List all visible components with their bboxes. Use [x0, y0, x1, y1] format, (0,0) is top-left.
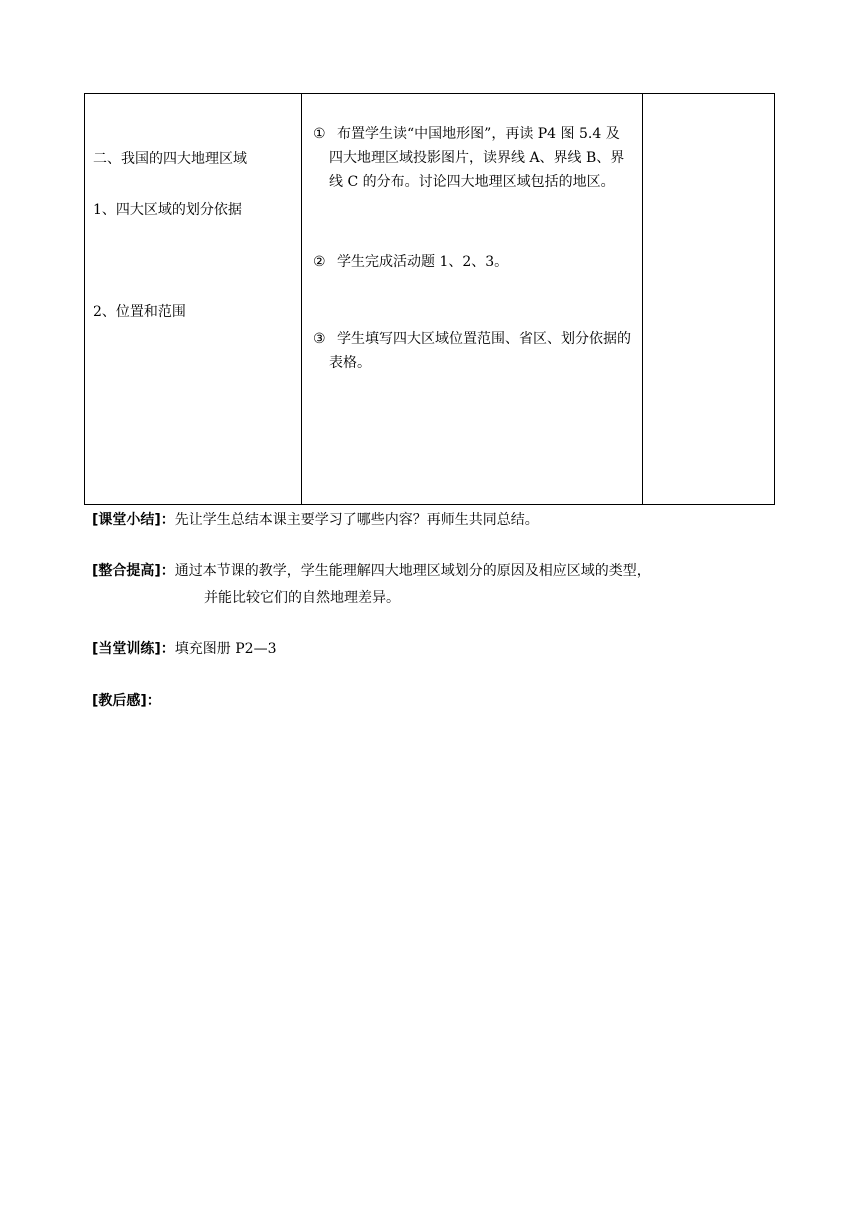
activity-item-3	[313, 327, 633, 375]
reflection-section	[92, 688, 161, 715]
notes-cell	[642, 94, 774, 504]
activity-item-1	[313, 122, 633, 194]
summary-text: 先让学生总结本课主要学习了哪些内容？再师生共同总结。	[174, 512, 539, 528]
subsection-division-basis: 1、四大区域的划分依据	[93, 202, 242, 218]
subsection-position-scope: 2、位置和范围	[93, 304, 186, 320]
item-text: 学生完成活动题 1、2、3。	[337, 254, 509, 270]
activities-cell	[301, 94, 642, 504]
practice-section	[92, 636, 276, 663]
item-number: ③	[313, 331, 326, 347]
summary-label: [课堂小结]：	[92, 512, 175, 528]
practice-text: 填充图册 P2—3	[174, 641, 277, 657]
activity-item-2	[313, 250, 633, 274]
item-number: ②	[313, 254, 326, 270]
practice-label: [当堂训练]：	[92, 641, 175, 657]
lesson-plan-table	[84, 93, 775, 505]
integration-text-line2: 并能比较它们的自然地理差异。	[204, 590, 400, 606]
integration-section	[92, 558, 792, 606]
reflection-label: [教后感]：	[92, 693, 161, 709]
integration-text-line1: 通过本节课的教学，学生能理解四大地理区域划分的原因及相应区域的类型，	[174, 563, 651, 579]
item-text: 学生填写四大区域位置范围、省区、划分依据的表格。	[329, 331, 631, 371]
item-text: 布置学生读“中国地形图”，再读 P4 图 5.4 及四大地理区域投影图片，读界线 A、界线 B、界线 C 的分布。讨论四大地理区域包括的地区。	[329, 126, 625, 190]
integration-label: [整合提高]：	[92, 563, 175, 579]
item-number: ①	[313, 126, 326, 142]
section-heading: 二、我国的四大地理区域	[93, 151, 247, 167]
class-summary	[92, 507, 539, 534]
